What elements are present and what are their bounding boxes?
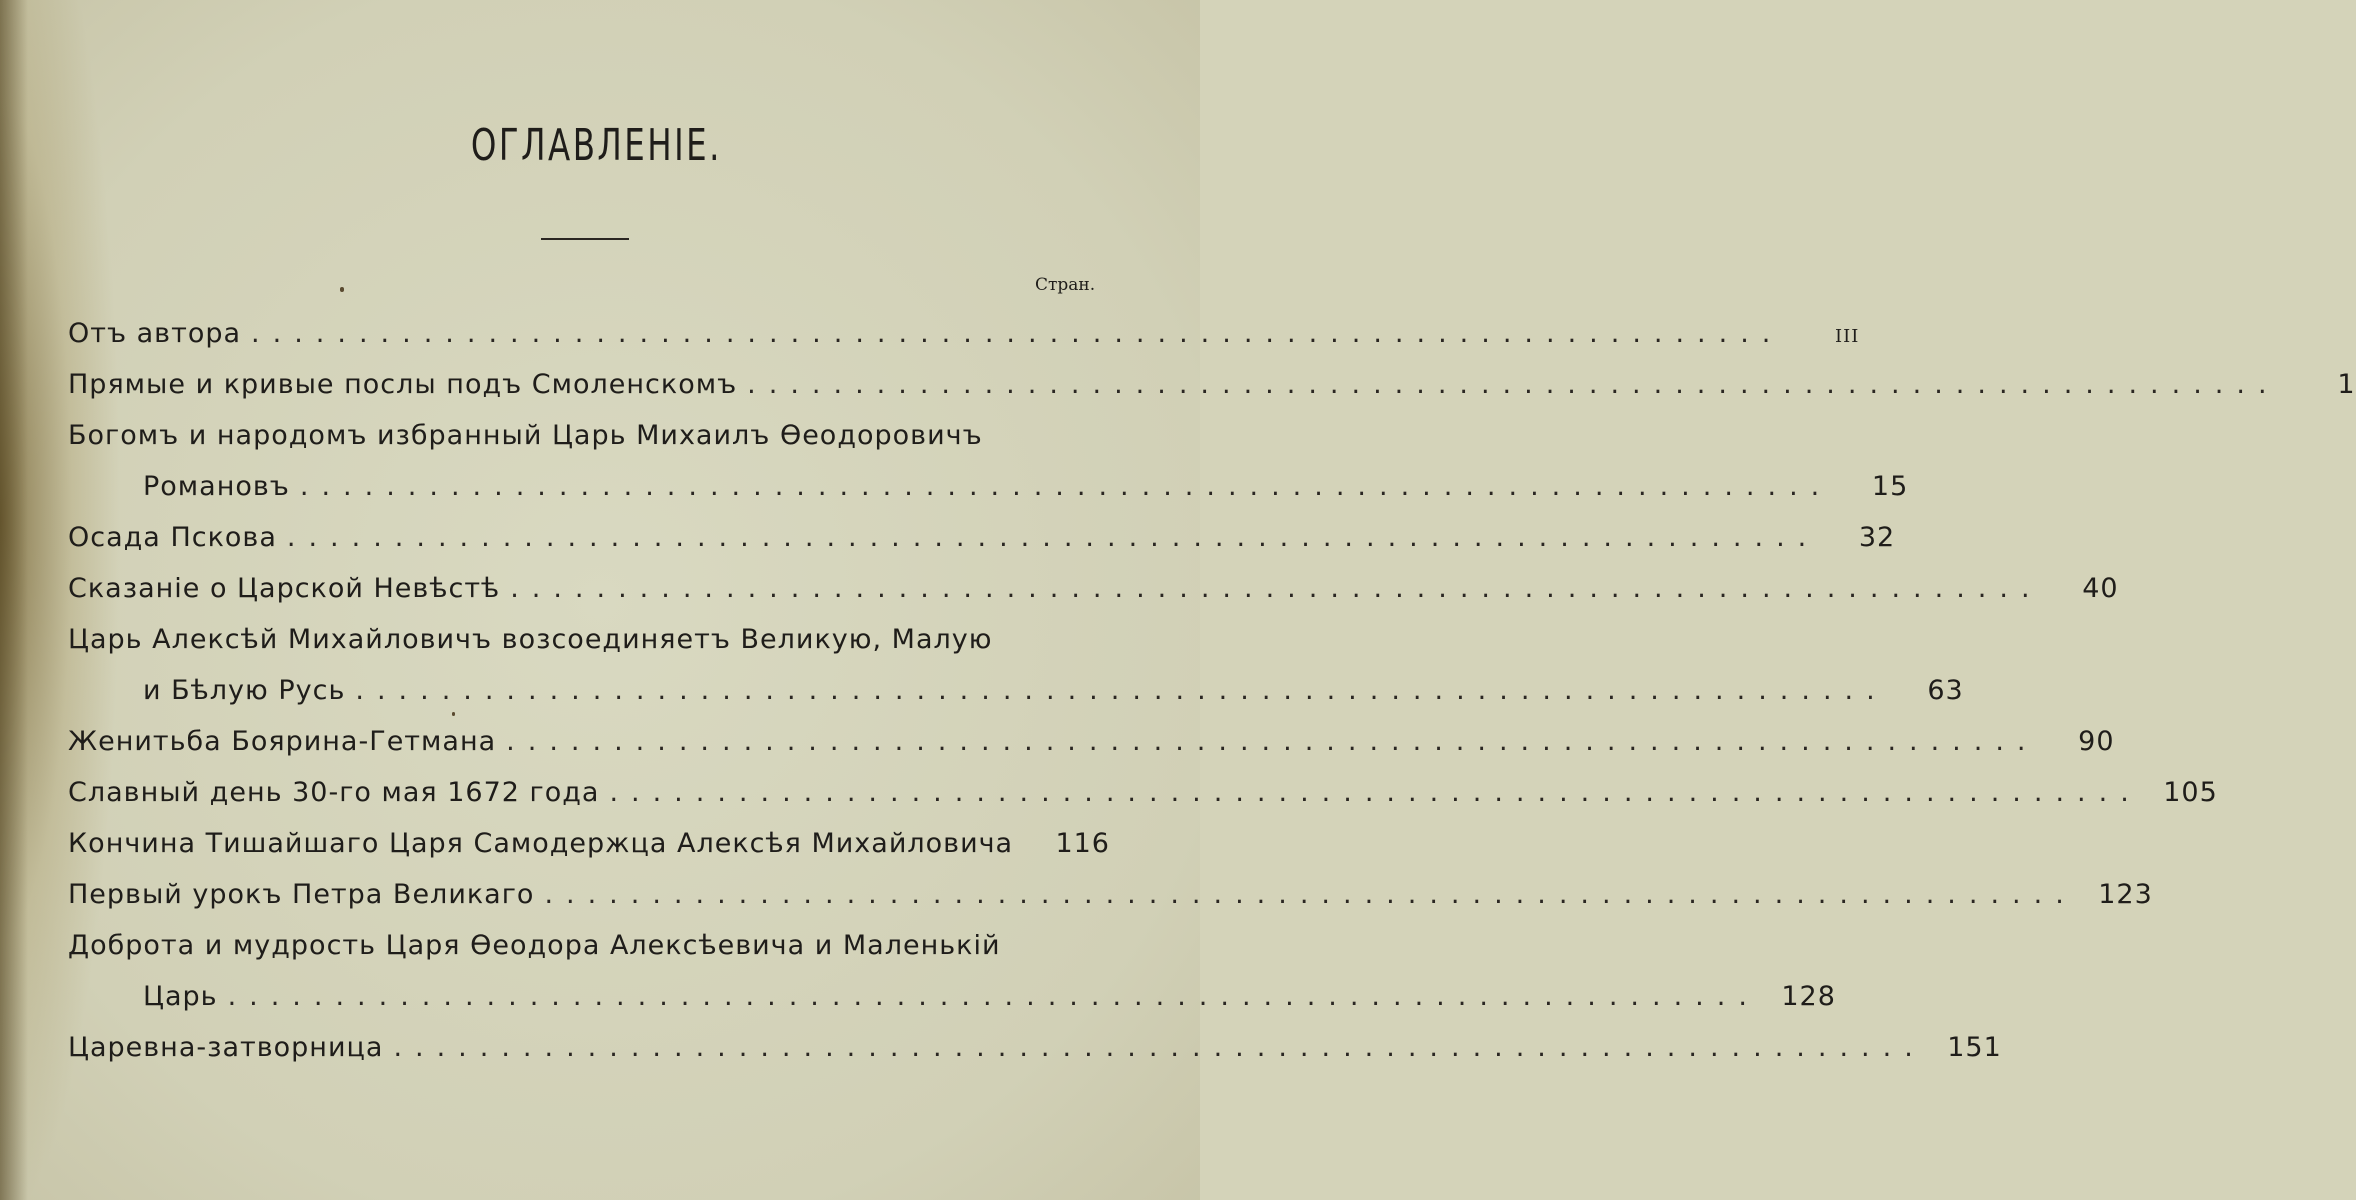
toc-entry[interactable] (68, 879, 2153, 930)
binding-shadow (0, 0, 28, 1200)
toc-entry-title: Кончина Тишайшаго Царя Самодержца Алексѣя Михайловича (68, 828, 1014, 859)
dot-leader: ....................................................................... (510, 573, 2043, 604)
toc-entry-page: 90 (2078, 726, 2115, 757)
toc-entry[interactable] (68, 522, 1896, 573)
toc-entry-title: Прямые и кривые послы подъ Смоленскомъ (68, 369, 738, 400)
toc-entry-title: Богомъ и народомъ избранный Царь Михаилъ Ѳеодоровичъ (68, 420, 983, 451)
toc-entry-title: Первый урокъ Петра Великаго (68, 879, 535, 910)
toc-entry-title: Царь Алексѣй Михайловичъ возсоединяетъ Великую, Малую (68, 624, 993, 655)
toc-entry-title: Отъ автора (68, 318, 242, 349)
page-title: ОГЛАВЛЕНІЕ. (470, 120, 722, 171)
toc-entry[interactable] (68, 1032, 2002, 1083)
toc-entry-page: 63 (1927, 675, 1964, 706)
dot-leader: ....................................................................... (506, 726, 2039, 757)
toc-entry-page: 15 (1871, 471, 1909, 502)
toc-entry[interactable] (68, 420, 1909, 522)
toc-entry-page: III (1835, 326, 1860, 347)
toc-entry-page: 1 (2337, 369, 2356, 400)
dot-leader: ....................................................................... (286, 522, 1820, 553)
toc-entry[interactable] (68, 318, 1860, 369)
toc-entry-title-continued: и Бѣлую Русь (143, 675, 346, 706)
toc-entry-title: Царевна-затворница (68, 1032, 384, 1063)
table-of-contents (68, 318, 2356, 1083)
dot-leader: ....................................................................... (251, 318, 1784, 349)
dot-leader: ....................................................................... (609, 777, 2142, 808)
toc-entry[interactable] (68, 573, 2119, 624)
title-rule (541, 238, 629, 240)
toc-entry-page: 116 (1055, 828, 1110, 859)
dot-leader: ....................................................................... (747, 369, 2280, 400)
dot-leader: ....................................................................... (355, 675, 1888, 706)
paper-speck (340, 287, 344, 292)
toc-entry-page: 128 (1781, 981, 1836, 1012)
toc-entry-title: Доброта и мудрость Царя Ѳеодора Алексѣевича и Маленькій (68, 930, 1001, 961)
toc-entry-title: Сказаніе о Царской Невѣстѣ (68, 573, 501, 604)
toc-entry[interactable] (68, 369, 2356, 420)
dot-leader: ....................................................................... (544, 879, 2077, 910)
toc-entry[interactable] (68, 777, 2218, 828)
toc-entry-page: 40 (2082, 573, 2119, 604)
dot-leader: ....................................................................... (393, 1032, 1926, 1063)
toc-entry-page: 123 (2098, 879, 2153, 910)
toc-entry[interactable] (68, 930, 1836, 1032)
page-column-label: Стран. (1035, 275, 1096, 295)
toc-entry-page: 32 (1858, 522, 1896, 553)
dot-leader: ....................................................................... (299, 471, 1833, 502)
toc-entry[interactable] (68, 624, 1964, 726)
toc-entry-title-continued: Романовъ (143, 471, 290, 502)
toc-entry-page: 105 (2163, 777, 2218, 808)
toc-entry-title: Женитьба Боярина-Гетмана (68, 726, 497, 757)
toc-entry-title: Славный день 30-го мая 1672 года (68, 777, 600, 808)
toc-entry-title: Осада Пскова (68, 522, 277, 553)
toc-entry[interactable] (68, 828, 1118, 879)
dot-leader: ....................................................................... (227, 981, 1760, 1012)
toc-entry-page: 151 (1947, 1032, 2002, 1063)
toc-entry[interactable] (68, 726, 2115, 777)
toc-entry-title-continued: Царь (143, 981, 218, 1012)
